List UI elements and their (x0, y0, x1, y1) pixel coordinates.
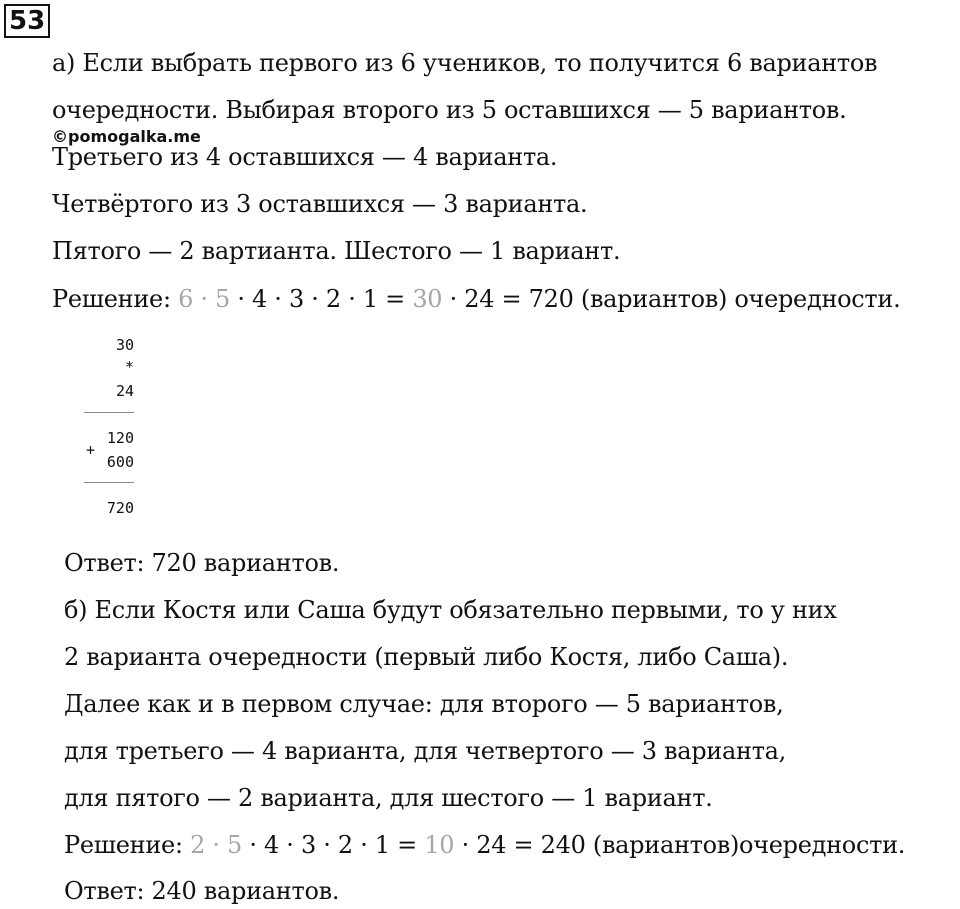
part-b-answer: Ответ: 240 вариантов. (64, 877, 340, 905)
solution-middle: · 4 · 3 · 2 · 1 = (230, 285, 413, 313)
part-b-line-4: для третьего — 4 варианта, для четвертого — 3 варианта, (64, 737, 787, 765)
solution-label: Решение: (64, 831, 191, 859)
solution-middle: · 4 · 3 · 2 · 1 = (242, 831, 425, 859)
calc-rule-1 (84, 412, 134, 413)
task-number: 53 (4, 4, 50, 38)
calc-top-number: 30 (115, 336, 134, 354)
solution-label: Решение: (52, 285, 179, 313)
part-a-line-4: Четвёртого из 3 оставшихся — 3 варианта. (52, 190, 588, 218)
calc-bottom-number: 24 (115, 382, 134, 400)
column-multiplication (84, 330, 144, 520)
solution-end: · 24 = 720 (вариантов) очередности. (442, 285, 901, 313)
calc-operator: * (124, 358, 134, 376)
part-a-solution (52, 284, 900, 314)
part-b-line-3: Далее как и в первом случае: для второго — 5 вариантов, (64, 690, 784, 718)
part-b-line-2: 2 варианта очередности (первый либо Костя, либо Саша). (64, 643, 789, 671)
part-a-line-3: Третьего из 4 оставшихся — 4 варианта. (52, 143, 558, 171)
solution-end: · 24 = 240 (вариантов)очередности. (454, 831, 906, 859)
calc-plus: + (86, 441, 96, 459)
solution-gray-product: 30 (412, 285, 443, 313)
part-b-solution (64, 830, 905, 860)
solution-gray-factors: 6 · 5 (178, 285, 231, 313)
part-a-answer: Ответ: 720 вариантов. (64, 549, 340, 577)
calc-result: 720 (106, 499, 134, 517)
part-a-line-5: Пятого — 2 вартианта. Шестого — 1 вариант. (52, 237, 621, 265)
solution-gray-product: 10 (424, 831, 455, 859)
part-a-line-1: а) Если выбрать первого из 6 учеников, то получится 6 вариантов (52, 49, 878, 77)
watermark: ©pomogalka.me (52, 127, 201, 146)
calc-partial-1: 120 (106, 429, 134, 447)
calc-rule-2 (84, 482, 134, 483)
part-b-line-1: б) Если Костя или Саша будут обязательно первыми, то у них (64, 596, 837, 624)
part-a-line-2: очередности. Выбирая второго из 5 оставшихся — 5 вариантов. (52, 96, 847, 124)
part-b-line-5: для пятого — 2 варианта, для шестого — 1 вариант. (64, 784, 713, 812)
calc-partial-2: 600 (106, 453, 134, 471)
solution-gray-factors: 2 · 5 (190, 831, 243, 859)
